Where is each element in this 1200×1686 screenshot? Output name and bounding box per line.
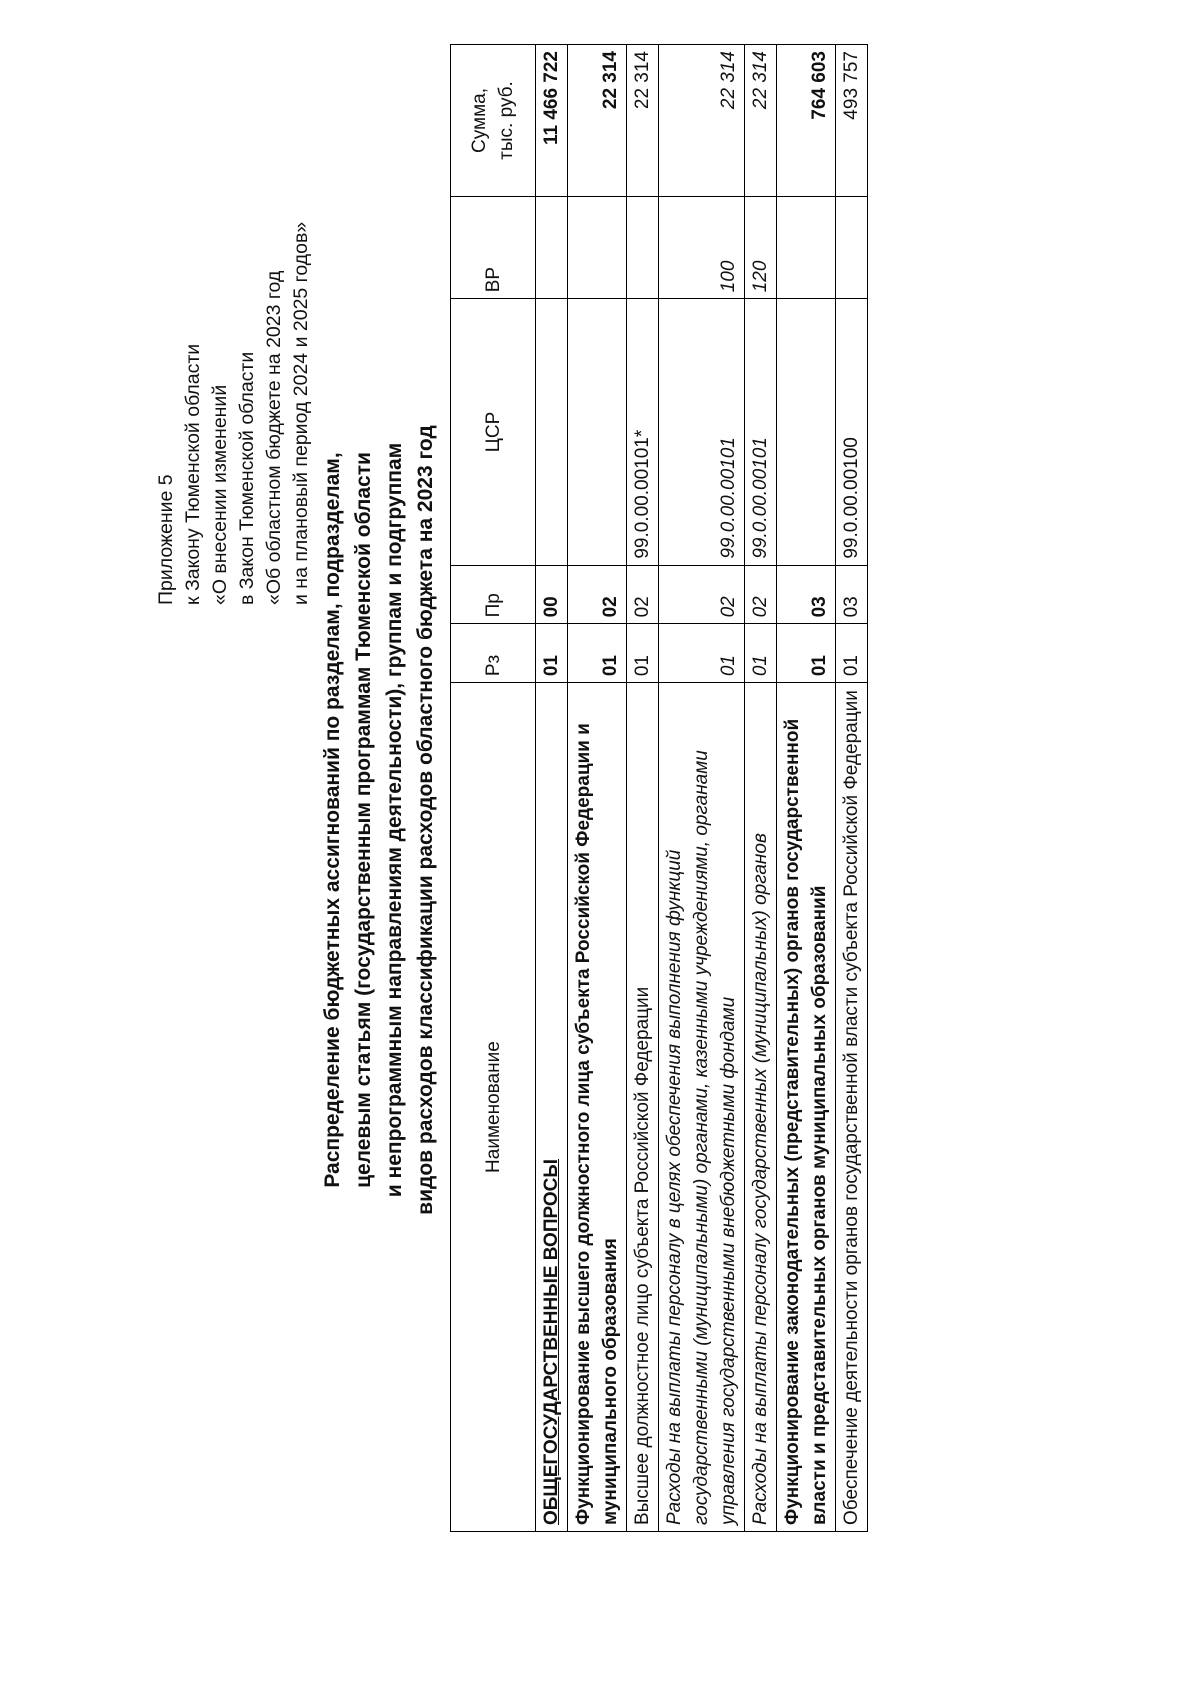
- header-sum: [451, 45, 536, 197]
- table-row: [777, 45, 836, 1532]
- appendix-line: в Закон Тюменской области: [236, 351, 258, 605]
- row-name-text: Обеспечение деятельности органов государственной власти субъекта Российской Федерации: [841, 690, 862, 1525]
- row-rz: 01: [536, 624, 568, 683]
- row-sum: 22 314: [627, 45, 659, 197]
- row-pr: 02: [659, 565, 745, 624]
- row-name-text: ОБЩЕГОСУДАРСТВЕННЫЕ ВОПРОСЫ: [541, 1158, 562, 1525]
- row-name: [777, 683, 836, 1532]
- row-vr: 120: [745, 196, 777, 298]
- row-pr: 00: [536, 565, 568, 624]
- row-sum: 22 314: [568, 45, 627, 197]
- header-vr: ВР: [451, 196, 536, 298]
- row-csr: [568, 299, 627, 565]
- title-line: целевым статьям (государственным программам Тюменской области: [352, 452, 375, 1188]
- row-name: [536, 683, 568, 1532]
- row-rz: 01: [745, 624, 777, 683]
- row-name-text: Функционирование высшего должностного лица субъекта Российской Федерации и муниципального образования: [573, 723, 621, 1525]
- appendix-line: «Об областном бюджете на 2023 год: [263, 270, 285, 605]
- document-title: [317, 170, 441, 1470]
- row-vr: [536, 196, 568, 298]
- header-name: Наименование: [451, 683, 536, 1532]
- row-rz: 01: [659, 624, 745, 683]
- row-name: [745, 683, 777, 1532]
- row-name-text: Высшее должностное лицо субъекта Российской Федерации: [632, 986, 653, 1525]
- row-sum: 11 466 722: [536, 45, 568, 197]
- header-sum-unit: тыс. руб.: [496, 81, 517, 160]
- rotated-page: [80, 40, 1140, 1640]
- row-vr: [627, 196, 659, 298]
- row-name: [627, 683, 659, 1532]
- row-csr: [777, 299, 836, 565]
- row-csr: [536, 299, 568, 565]
- appendix-line: Приложение 5: [155, 474, 177, 605]
- row-sum: 22 314: [659, 45, 745, 197]
- row-pr: 03: [777, 565, 836, 624]
- row-vr: [836, 196, 868, 298]
- row-pr: 02: [627, 565, 659, 624]
- header-csr: ЦСР: [451, 299, 536, 565]
- row-csr: 99.0.00.00101*: [627, 299, 659, 565]
- table-row: [745, 45, 777, 1532]
- row-name-text: Расходы на выплаты персоналу государственных (муниципальных) органов: [750, 833, 771, 1525]
- row-name: [659, 683, 745, 1532]
- row-sum: 764 603: [777, 45, 836, 197]
- row-csr: 99.0.00.00101: [745, 299, 777, 565]
- table-header-row: [451, 45, 536, 1532]
- row-pr: 02: [745, 565, 777, 624]
- table-row: [659, 45, 745, 1532]
- row-vr: [777, 196, 836, 298]
- row-rz: 01: [627, 624, 659, 683]
- row-vr: 100: [659, 196, 745, 298]
- row-rz: 01: [777, 624, 836, 683]
- row-sum: 22 314: [745, 45, 777, 197]
- appendix-line: «О внесении изменений: [209, 384, 231, 605]
- row-csr: 99.0.00.00100: [836, 299, 868, 565]
- header-pr: Пр: [451, 565, 536, 624]
- row-name-text: Функционирование законодательных (представительных) органов государственной власти и представительных органов муниципальных образований: [782, 718, 830, 1525]
- table-row: [568, 45, 627, 1532]
- row-name-text: Расходы на выплаты персоналу в целях обеспечения выполнения функций государственными (муниципальными) органами, казенными учреждениями, органами управления государственными внебюджетными фондами: [664, 750, 739, 1525]
- title-line: Распределение бюджетных ассигнований по разделам, подразделам,: [321, 452, 344, 1188]
- header-sum-line: Сумма,: [469, 88, 490, 153]
- row-name: [836, 683, 868, 1532]
- table-row: [836, 45, 868, 1532]
- budget-table: [450, 44, 868, 1532]
- appendix-line: и на плановый период 2024 и 2025 годов»: [290, 221, 312, 605]
- row-sum: 493 757: [836, 45, 868, 197]
- appendix-line: к Закону Тюменской области: [182, 343, 204, 605]
- row-csr: 99.0.00.00101: [659, 299, 745, 565]
- title-line: и непрограммным направлениям деятельности), группам и подгруппам: [383, 442, 406, 1198]
- row-rz: 01: [836, 624, 868, 683]
- table-row: [627, 45, 659, 1532]
- row-pr: 02: [568, 565, 627, 624]
- row-name: [568, 683, 627, 1532]
- row-rz: 01: [568, 624, 627, 683]
- row-vr: [568, 196, 627, 298]
- row-pr: 03: [836, 565, 868, 624]
- header-rz: Рз: [451, 624, 536, 683]
- appendix-block: [153, 65, 315, 605]
- table-row: [536, 45, 568, 1532]
- title-line: видов расходов классификации расходов областного бюджета на 2023 год: [414, 425, 437, 1215]
